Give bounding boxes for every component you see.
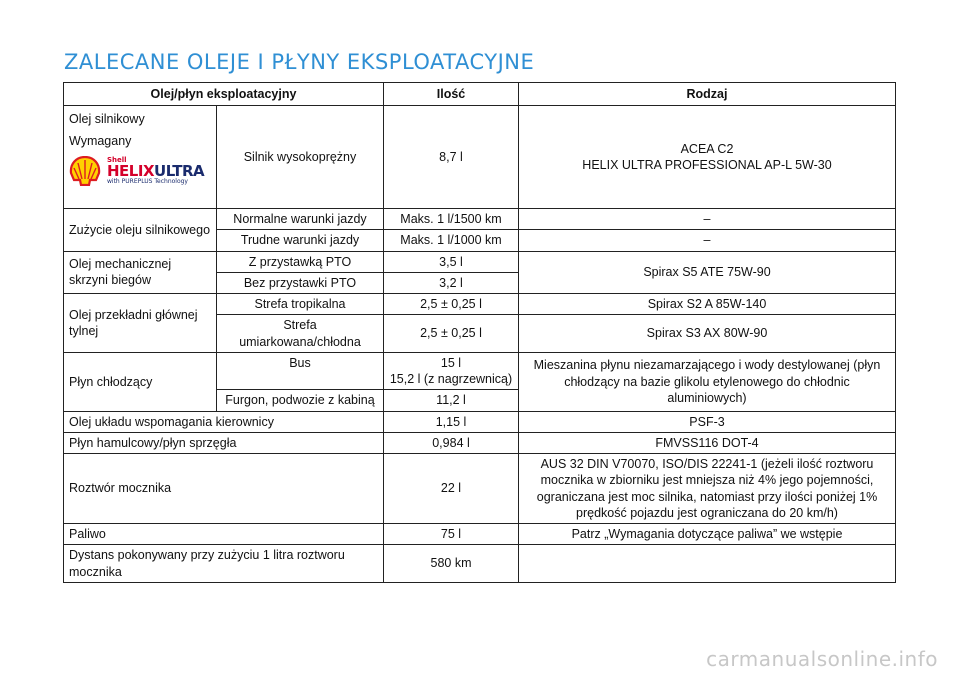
consumption-amount: Maks. 1 l/1500 km: [384, 209, 519, 230]
table-row: [64, 454, 896, 524]
table-row: [64, 545, 896, 583]
row-type: FMVSS116 DOT-4: [519, 432, 896, 453]
consumption-type: –: [519, 209, 896, 230]
table-row: [64, 411, 896, 432]
gearbox-amount: 3,5 l: [384, 251, 519, 272]
header-amount: Ilość: [384, 83, 519, 106]
axle-label: Olej przekładni głównej tylnej: [64, 294, 217, 353]
row-amount: 0,984 l: [384, 432, 519, 453]
gearbox-cond: Bez przystawki PTO: [217, 272, 384, 293]
table-header-row: [64, 83, 896, 106]
row-type: AUS 32 DIN V70070, ISO/DIS 22241-1 (jeżeli ilość roztworu mocznika w zbiorniku jest mniejsza niż 4% jego pojemności, ograniczana jest moc silnika, natomiast przy ilości poniżej 1% prędkość pojazdu jest ograniczana do 20 km/h): [519, 454, 896, 524]
table-row: [64, 524, 896, 545]
engine-oil-label: Olej silnikowy: [69, 112, 145, 126]
engine-oil-required: Wymagany: [69, 134, 132, 149]
fluids-table: [63, 82, 896, 583]
row-label: Olej układu wspomagania kierownicy: [64, 411, 384, 432]
consumption-cond: Trudne warunki jazdy: [217, 230, 384, 251]
table-row: [64, 209, 896, 230]
logo-name: HELIXULTRA: [107, 161, 205, 180]
helix-ultra-wordmark: [107, 157, 204, 185]
header-fluid: Olej/płyn eksploatacyjny: [64, 83, 384, 106]
coolant-cond: Furgon, podwozie z kabiną: [217, 390, 384, 411]
row-amount: 75 l: [384, 524, 519, 545]
axle-amount: 2,5 ± 0,25 l: [384, 294, 519, 315]
engine-oil-amount: 8,7 l: [384, 106, 519, 209]
row-type: [519, 545, 896, 583]
axle-type: Spirax S3 AX 80W-90: [519, 315, 896, 353]
gearbox-cond: Z przystawką PTO: [217, 251, 384, 272]
row-label: Roztwór mocznika: [64, 454, 384, 524]
consumption-amount: Maks. 1 l/1000 km: [384, 230, 519, 251]
row-amount: 22 l: [384, 454, 519, 524]
coolant-amount: 11,2 l: [384, 390, 519, 411]
consumption-type: –: [519, 230, 896, 251]
axle-amount: 2,5 ± 0,25 l: [384, 315, 519, 353]
coolant-label: Płyn chłodzący: [64, 352, 217, 411]
gearbox-type: Spirax S5 ATE 75W-90: [519, 251, 896, 294]
header-type: Rodzaj: [519, 83, 896, 106]
table-row: [64, 352, 896, 390]
page-title: ZALECANE OLEJE I PŁYNY EKSPLOATACYJNE: [64, 50, 535, 74]
axle-type: Spirax S2 A 85W-140: [519, 294, 896, 315]
shell-pecten-icon: [69, 156, 101, 186]
table-row: [64, 251, 896, 272]
table-row: [64, 432, 896, 453]
row-amount: 580 km: [384, 545, 519, 583]
gearbox-amount: 3,2 l: [384, 272, 519, 293]
coolant-cond: Bus: [217, 352, 384, 390]
logo-tech: with PUREPLUS Technology: [107, 177, 188, 185]
row-type: PSF-3: [519, 411, 896, 432]
gearbox-label: Olej mechanicznej skrzyni biegów: [64, 251, 217, 294]
consumption-label: Zużycie oleju silnikowego: [64, 209, 217, 252]
coolant-type: Mieszanina płynu niezamarzającego i wody destylowanej (płyn chłodzący na bazie glikolu etylenowego do chłodnic aluminiowych): [519, 352, 896, 411]
table-row: [64, 294, 896, 315]
coolant-amount: 15 l 15,2 l (z nagrzewnicą): [384, 352, 519, 390]
engine-type-cell: Silnik wysokoprężny: [217, 106, 384, 209]
shell-helix-logo: [69, 156, 211, 186]
consumption-cond: Normalne warunki jazdy: [217, 209, 384, 230]
axle-cond: Strefa tropikalna: [217, 294, 384, 315]
logo-brand: Shell: [107, 155, 127, 164]
row-type: Patrz „Wymagania dotyczące paliwa” we wstępie: [519, 524, 896, 545]
row-amount: 1,15 l: [384, 411, 519, 432]
watermark: carmanualsonline.info: [706, 647, 938, 671]
axle-cond: Strefa umiarkowana/chłodna: [217, 315, 384, 353]
row-label: Paliwo: [64, 524, 384, 545]
engine-oil-cell: [64, 106, 217, 209]
engine-oil-type: ACEA C2 HELIX ULTRA PROFESSIONAL AP-L 5W-30: [519, 106, 896, 209]
table-row: [64, 106, 896, 209]
row-label: Dystans pokonywany przy zużyciu 1 litra roztworu mocznika: [64, 545, 384, 583]
row-label: Płyn hamulcowy/płyn sprzęgła: [64, 432, 384, 453]
